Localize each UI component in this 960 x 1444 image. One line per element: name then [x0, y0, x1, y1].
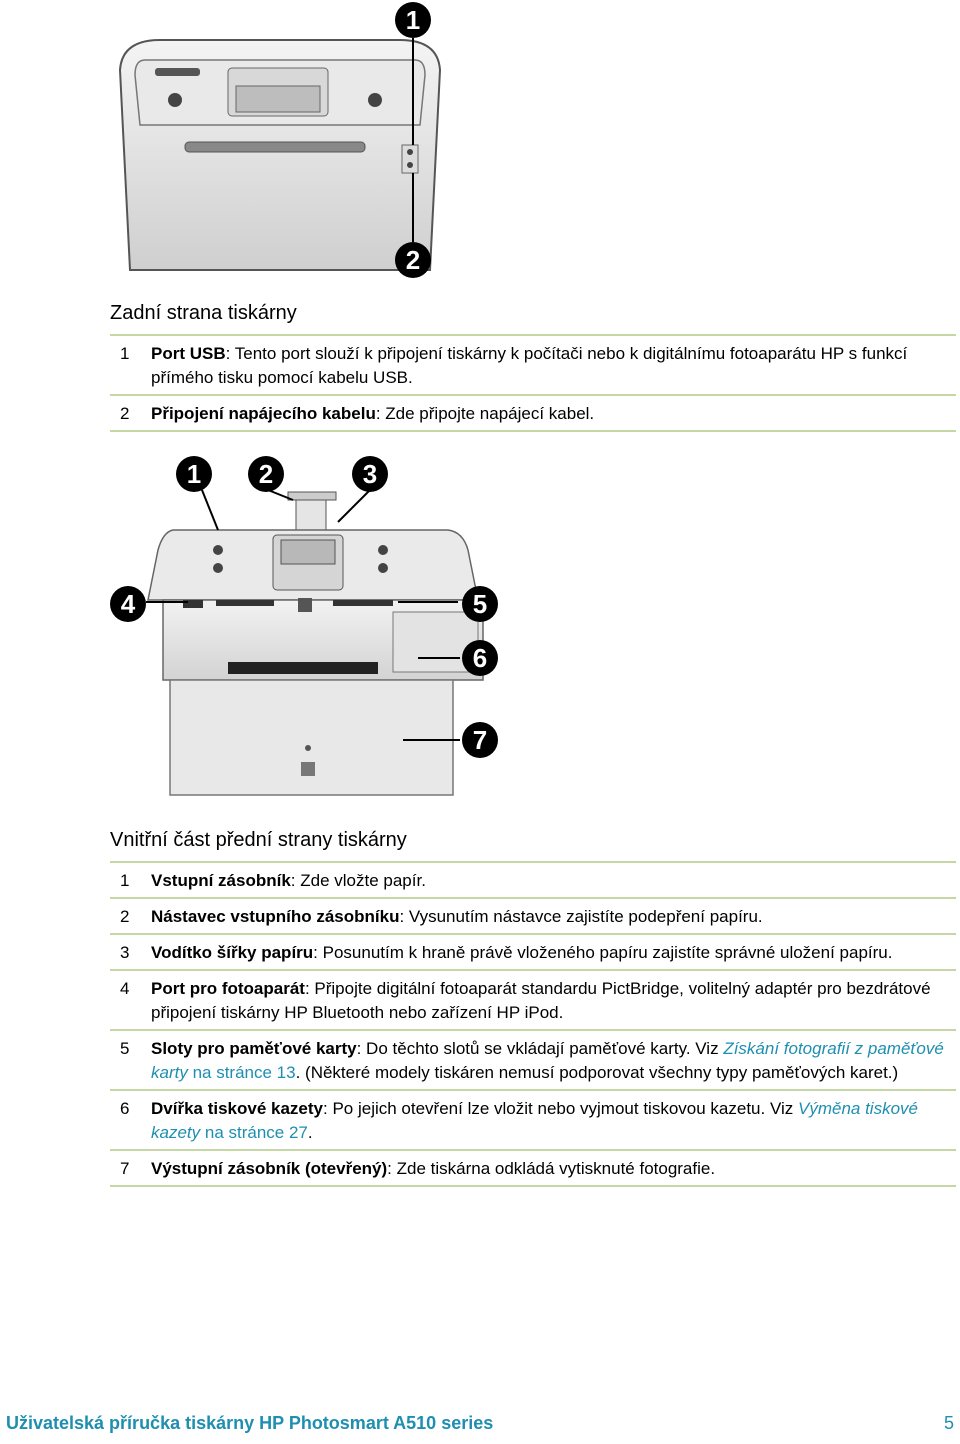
- legend-row: [110, 969, 956, 1029]
- callout-7: [462, 722, 498, 758]
- item-text-after: . (Některé modely tiskáren nemusí podporovat všechny typy paměťových karet.): [295, 1063, 899, 1082]
- callout-1: [176, 456, 212, 492]
- svg-text:4: 4: [120, 589, 136, 619]
- link-title[interactable]: Získání fotografií z paměťové karty: [151, 1039, 944, 1082]
- svg-text:3: 3: [362, 459, 378, 489]
- item-text: : Posunutím k hraně právě vloženého papíru zajistíte správné uložení papíru.: [313, 943, 893, 962]
- item-number: 6: [120, 1099, 130, 1118]
- item-number: 1: [120, 344, 130, 363]
- item-text: : Připojte digitální fotoaparát standardu PictBridge, volitelný adaptér pro bezdrátové připojení tiskárny HP Bluetooth nebo zařízení HP iPod.: [151, 979, 931, 1022]
- callout-2: [248, 456, 284, 492]
- legend-row: [110, 1029, 956, 1089]
- item-number: 4: [120, 979, 130, 998]
- svg-text:1: 1: [186, 459, 202, 489]
- printer-rear-illustration: [100, 0, 460, 285]
- svg-text:2: 2: [258, 459, 274, 489]
- svg-text:7: 7: [472, 725, 488, 755]
- legend-row: [110, 933, 956, 969]
- item-number: 5: [120, 1039, 130, 1058]
- svg-text:2: 2: [405, 245, 421, 275]
- item-text: : Zde tiskárna odkládá vytisknuté fotografie.: [387, 1159, 716, 1178]
- item-term: Výstupní zásobník (otevřený): [151, 1159, 388, 1178]
- section-title-front: Vnitřní část přední strany tiskárny: [110, 829, 407, 851]
- link-page[interactable]: na stránce 27: [200, 1123, 308, 1142]
- item-term: Nástavec vstupního zásobníku: [151, 907, 400, 926]
- item-text: : Tento port slouží k připojení tiskárny k počítači nebo k digitálnímu fotoaparátu HP s funkcí přímého tisku pomocí kabelu USB.: [151, 344, 908, 387]
- legend-row: [110, 1089, 956, 1149]
- svg-text:5: 5: [472, 589, 488, 619]
- item-term: Vodítko šířky papíru: [151, 943, 314, 962]
- callout-6: [462, 640, 498, 676]
- legend-front: [110, 861, 956, 1187]
- callout-4: [110, 586, 146, 622]
- legend-row: [110, 334, 956, 394]
- item-term: Port USB: [151, 344, 226, 363]
- link-page[interactable]: na stránce 13: [187, 1063, 296, 1082]
- item-number: 7: [120, 1159, 130, 1178]
- callout-2: [395, 242, 431, 278]
- item-text: : Vysunutím nástavce zajistíte podepření papíru.: [399, 907, 763, 926]
- item-number: 3: [120, 943, 130, 962]
- item-term: Vstupní zásobník: [151, 871, 291, 890]
- section-title-rear: Zadní strana tiskárny: [110, 302, 297, 324]
- item-text: : Zde připojte napájecí kabel.: [375, 404, 595, 423]
- legend-row: [110, 897, 956, 933]
- item-number: 2: [120, 907, 130, 926]
- item-text: : Zde vložte papír.: [290, 871, 426, 890]
- item-number: 1: [120, 871, 130, 890]
- legend-rear: [110, 334, 956, 432]
- item-number: 2: [120, 404, 130, 423]
- item-text: : Do těchto slotů se vkládají paměťové karty. Viz: [356, 1039, 724, 1058]
- legend-row: [110, 861, 956, 897]
- callout-3: [352, 456, 388, 492]
- legend-row: [110, 394, 956, 432]
- page-footer: [6, 1413, 954, 1434]
- item-term: Připojení napájecího kabelu: [151, 404, 376, 423]
- callout-5: [462, 586, 498, 622]
- page-number: 5: [943, 1413, 954, 1433]
- svg-text:1: 1: [405, 5, 421, 35]
- item-text-after: .: [307, 1123, 313, 1142]
- footer-title: Uživatelská příručka tiskárny HP Photosmart A510 series: [6, 1413, 494, 1433]
- item-text: : Po jejich otevření lze vložit nebo vyjmout tiskovou kazetu. Viz: [323, 1099, 798, 1118]
- legend-row: [110, 1149, 956, 1187]
- printer-front-illustration: [108, 450, 508, 810]
- link-title[interactable]: Výměna tiskové kazety: [151, 1099, 918, 1142]
- svg-text:6: 6: [472, 643, 488, 673]
- item-term: Dvířka tiskové kazety: [151, 1099, 323, 1118]
- item-term: Sloty pro paměťové karty: [151, 1039, 357, 1058]
- item-term: Port pro fotoaparát: [151, 979, 305, 998]
- callout-1: [395, 2, 431, 38]
